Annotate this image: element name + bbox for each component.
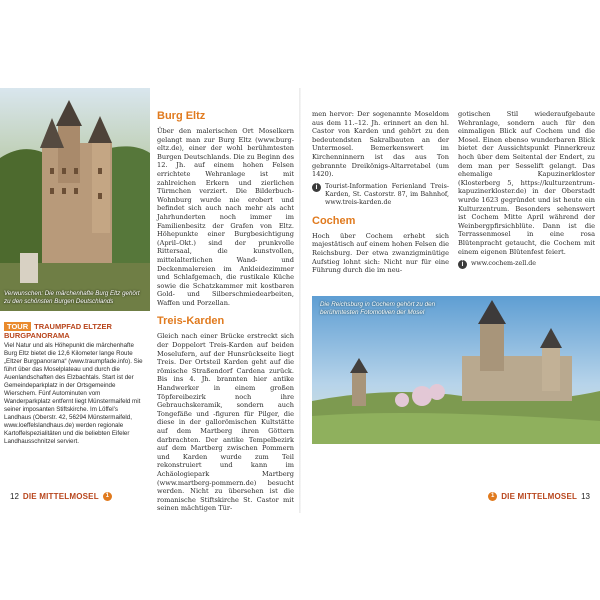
reichsburg-illustration	[312, 296, 600, 444]
tour-heading	[0, 322, 150, 340]
page-number: 12	[10, 492, 19, 501]
footer-left	[10, 492, 112, 501]
photo-caption: Die Reichsburg in Cochem gehört zu den berühmtesten Fotomotiven der Mosel	[320, 301, 436, 316]
left-text-column	[157, 110, 294, 515]
heading-burg-eltz: Burg Eltz	[157, 110, 206, 122]
section-number-badge: 1	[488, 492, 497, 501]
reichsburg-photo	[312, 296, 600, 444]
info-cochem-text: www.cochem-zell.de	[471, 260, 536, 268]
right-text-column-1	[312, 110, 449, 277]
right-text-column-2	[458, 110, 595, 273]
footer-right	[488, 492, 590, 501]
castor-paragraph: men hervor: Der sogenannte Moseldom aus dem 11.–12. Jh. erinnert an den hl. Castor von Karden und gehört zu den bedeutendsten Sakralbauten an der Untermosel. Bemerkenswert im Kirchenninnern ist das aus Ton gebrannte Dreikönigs-Altarretabel (um 1420).	[312, 110, 449, 179]
section-number-badge: 1	[103, 492, 112, 501]
eltz-paragraph: Über den malerischen Ort Moselkern gelangt man zur Burg Eltz (www.burg-eltz.de), einer der wohl berühmtesten Burgen Deutschlands. Die zu Beginn des 12. Jh. auf einem hohen Felsen errichtete Wehranlage ist mit zahlreichen Erkern und zierlichen Türmchen verziert. Die Bilderbuch-Wohnburg wurde nie erobert und befindet sich auch nach mehr als acht Jahrhunderten noch immer im Familienbesitz der Grafen von Eltz. Höhepunkte einer Burgbesichtigung (April–Okt.) sind der prunkvolle Rittersaal, die kunstvollen, mittelalterlichen Wand- und Deckenmalereien im Ankleidezimmer und Schlafgemach, die rustikale Küche sowie die Schatzkammer mit kostbaren Gold- und Silberschmiedearbeiten, Waffen und Porzellan.	[157, 127, 294, 307]
cochem-paragraph: Hoch über Cochem erhebt sich majestätisch auf einem hohen Felsen die Reichsburg. Der etwa zwanzigminütige Aufstieg lohnt sich: Nicht nur für eine Führung durch die im neu-	[312, 231, 449, 275]
page-number: 13	[581, 492, 590, 501]
info-icon: i	[458, 260, 467, 269]
photo-caption: Verwunschen: Die märchenhafte Burg Eltz gehört zu den schönsten Burgen Deutschlands	[4, 290, 140, 305]
section-title: DIE MITTELMOSEL	[501, 492, 578, 501]
castle-illustration	[0, 88, 150, 311]
tour-box	[0, 322, 150, 488]
tour-title: TRAUMPFAD ELTZER BURGPANORAMA	[4, 322, 112, 340]
info-treis	[312, 183, 449, 207]
tour-text: Viel Natur und als Höhepunkt die märchenhafte Burg Eltz bietet die 12,6 Kilometer lange Route „Eltzer Burgpanorama“ (www.traumpfade.info). Sie führt über das Moselplateau und durch die Auenlandschaften des Elzbachtals. Start ist der Gemeindeparkplatz in der Ortsgemeinde Wierschem. Fünf Autominuten vom Wanderparkplatz entfernt liegt Münstermaifeld mit seiner imposanten Stiftskirche. Im Löffel’s Landhaus (Oberstr. 42, 56294 Münstermaifeld, www.loeffelslandhaus.de) werden regionale Kartoffelspezialitäten und die beliebten Eifeler Landhausschnitzel serviert.	[4, 342, 143, 445]
heading-treis-karden: Treis-Karden	[157, 315, 225, 328]
treis-paragraph: Gleich nach einer Brücke erstreckt sich der Doppelort Treis-Karden auf beiden Moselufern, auf der Hunsrückseite liegt Treis. Der Ortsteil Karden geht auf die römische Straßendorf Cardena zurück. Bis ins 4. Jh. brannten hier antike Handwerker in einem großen Töpfereibezirk noch ihre Gebrauchskeramik, sondern auch Tongefäße und -figuren für Pilger, die diese in der gallorömischen Kultstätte auf dem Martberg ihren Göttern darbrachten. Der antike Tempelbezirk auf dem Martberg zwischen Pommern und Karden wurde zum Teil rekonstruiert und kann im Achäologiepark Martberg (www.martberg-pommern.de) besucht werden. Nicht zu übersehen ist die romanische Stiftskirche St. Castor mit seinen mächtigen Tür-	[157, 332, 294, 513]
burg-eltz-photo	[0, 88, 150, 311]
tour-tag: TOUR	[4, 322, 31, 331]
heading-cochem: Cochem	[312, 214, 356, 227]
section-title: DIE MITTELMOSEL	[22, 492, 99, 501]
info-treis-text: Tourist-Information Ferienland Treis-Karden, St. Castorstr. 87, im Bahnhof, www.treis-karden.de	[325, 182, 449, 206]
info-icon: i	[312, 183, 321, 192]
info-cochem	[458, 260, 595, 269]
reichsburg-paragraph: gotischen Stil wiederaufgebaute Wehranlage, sondern auch für den einmaligen Blick auf Cochem und die Mosel. Einen ebenso wunderbaren Blick bietet der Aussichtspunkt Pinnerkreuz hoch über dem Seitental der Endert, zu dem man per Sesselift gelangt. Das ehemalige Kapuzinerkloster (Klosterberg 5, https://kulturzentrum-kapuzinerkloster.de) in der Oberstadt wurde 1623 gegründet und ist heute ein Kulturzentrum. Besonders sehenswert ist Cochem Mitte April während der Weinbergpfirsichblüte. Dann ist die Terrassenmosel in eine rosa Blütenpracht getaucht, die Cochem mit einem eigenen Blütenfest feiert.	[458, 110, 595, 256]
page-gutter	[299, 88, 301, 513]
